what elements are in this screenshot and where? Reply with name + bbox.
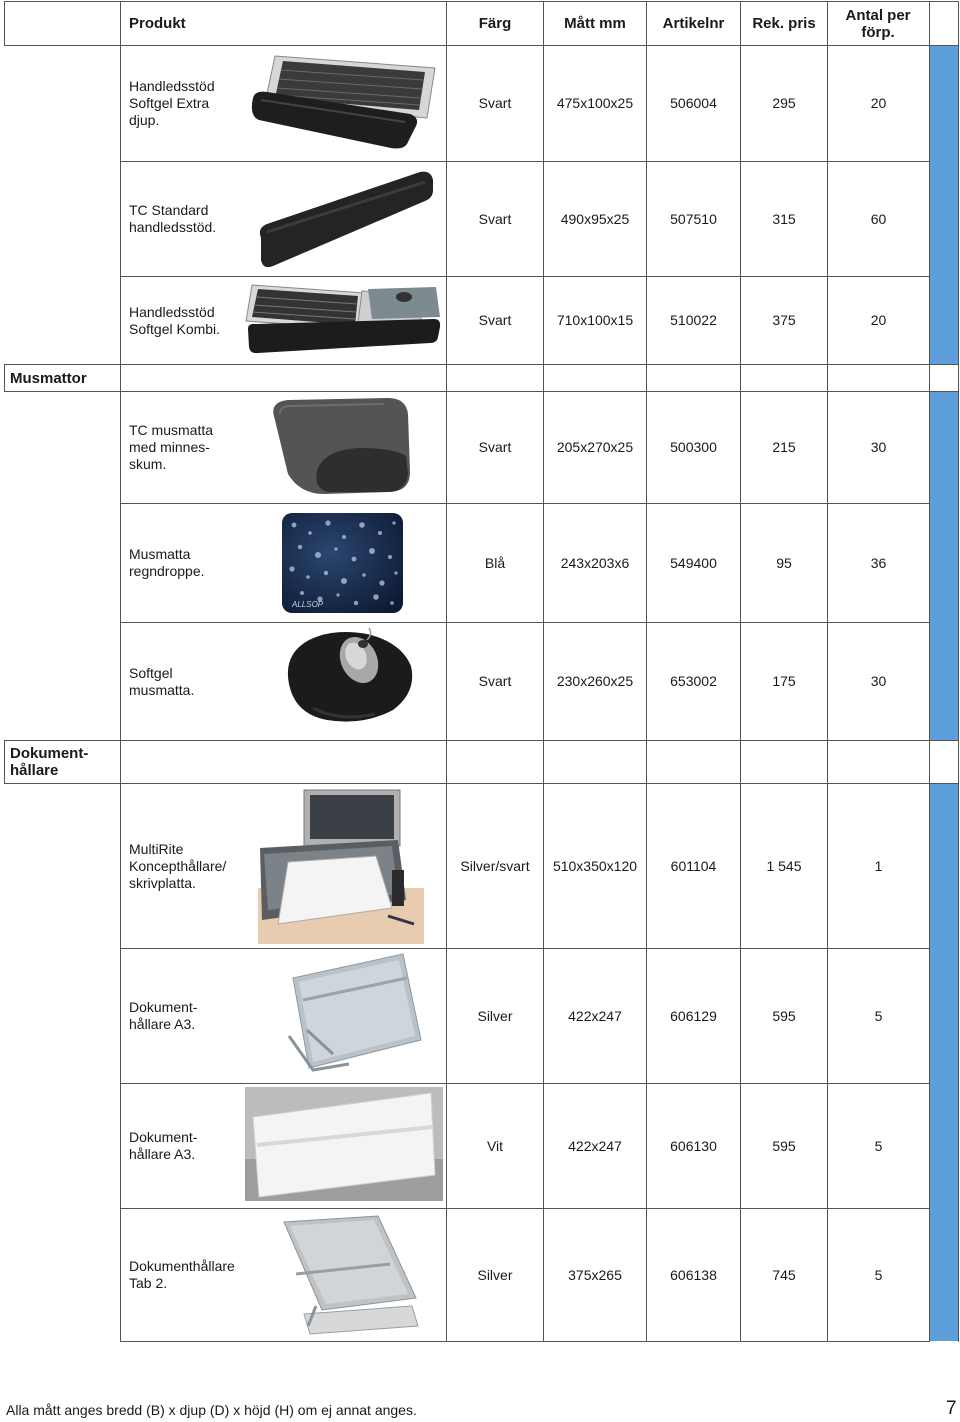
product-name: Softgel musmatta. [129, 664, 195, 698]
wrist-rest-keyboard-image [245, 48, 440, 158]
raindrop-mouse-mat-image [280, 511, 405, 615]
softgel-mouse-mat-image [283, 626, 417, 726]
product-price: 95 [776, 554, 792, 571]
product-pack: 60 [870, 210, 887, 227]
accent-bar [930, 784, 958, 1341]
section-title-docholders: Dokument-hållare [10, 745, 89, 779]
section-title-mousemats: Musmattor [10, 369, 87, 387]
wrist-rest-combo-image [244, 279, 442, 361]
product-color: Silver [477, 1266, 513, 1283]
accent-bar [930, 392, 958, 740]
product-price: 375 [772, 312, 796, 328]
product-article: 507510 [670, 210, 717, 227]
product-dims: 490x95x25 [560, 210, 630, 227]
product-name: Handledsstöd Softgel Kombi. [129, 303, 221, 337]
mouse-mat-image [266, 396, 414, 496]
rule [4, 364, 5, 391]
product-name: Handledsstöd Softgel Extra djup. [129, 78, 215, 128]
product-dims: 710x100x15 [556, 312, 634, 328]
document-holder-tab2-image [280, 1214, 422, 1336]
accent-bar [930, 46, 958, 364]
product-price: 595 [772, 1007, 796, 1024]
product-price: 745 [772, 1266, 796, 1283]
document-holder-white-image [245, 1087, 443, 1201]
col-header-pack: Antal per förp. [845, 6, 911, 41]
product-color: Svart [478, 210, 512, 227]
product-dims: 243x203x6 [560, 554, 630, 571]
product-pack: 36 [870, 554, 887, 571]
product-pack: 1 [874, 857, 883, 874]
product-pack: 5 [874, 1266, 883, 1283]
product-article: 653002 [670, 673, 717, 689]
product-price: 215 [772, 439, 796, 455]
product-pack: 5 [874, 1137, 883, 1154]
product-pack: 30 [870, 439, 887, 455]
product-article: 510022 [670, 312, 717, 328]
product-color: Svart [478, 312, 512, 328]
product-name: MultiRite Koncepthållare/ skrivplatta. [129, 840, 227, 891]
product-pack: 20 [870, 95, 887, 111]
col-header-color: Färg [478, 15, 512, 32]
rule [4, 740, 958, 741]
product-dims: 375x265 [568, 1266, 622, 1283]
col-header-article: Artikelnr [662, 15, 725, 32]
rule [120, 1, 121, 1342]
product-price: 175 [772, 673, 796, 689]
rule [4, 364, 958, 365]
document-holder-silver-image [283, 952, 423, 1080]
product-color: Svart [478, 673, 512, 689]
product-color: Silver [477, 1007, 513, 1024]
product-color: Svart [478, 95, 512, 111]
product-article: 549400 [670, 554, 717, 571]
wrist-rest-image [255, 168, 435, 273]
product-article: 606129 [670, 1007, 717, 1024]
product-color: Silver/svart [460, 857, 530, 874]
product-name: Dokument-hållare A3. [129, 999, 198, 1032]
product-name: Dokument-hållare A3. [129, 1129, 198, 1162]
product-color: Blå [484, 554, 506, 571]
rule [958, 1, 959, 1342]
product-article: 606130 [670, 1137, 717, 1154]
product-dims: 230x260x25 [556, 673, 634, 689]
footer-note: Alla mått anges bredd (B) x djup (D) x höjd (H) om ej annat anges. [6, 1402, 417, 1418]
product-article: 506004 [670, 95, 717, 111]
allsop-logo: ALLSOP [292, 600, 324, 609]
product-dims: 475x100x25 [556, 95, 634, 111]
product-pack: 30 [870, 673, 887, 689]
product-article: 500300 [670, 439, 717, 455]
product-pack: 20 [870, 312, 887, 328]
product-price: 595 [772, 1137, 796, 1154]
rule [4, 740, 5, 783]
product-article: 601104 [670, 857, 717, 874]
product-name: Dokumenthållare Tab 2. [129, 1258, 235, 1291]
product-name: TC musmatta med minnes-skum. [129, 422, 214, 472]
product-color: Svart [478, 439, 512, 455]
product-pack: 5 [874, 1007, 883, 1024]
product-color: Vit [486, 1137, 504, 1154]
product-name: TC Standard handledsstöd. [129, 202, 217, 235]
col-header-dims: Mått mm [564, 15, 626, 32]
product-article: 606138 [670, 1266, 717, 1283]
product-name: Musmatta regndroppe. [129, 546, 205, 579]
product-dims: 510x350x120 [552, 857, 638, 874]
product-price: 295 [772, 95, 796, 111]
concept-holder-image [258, 788, 424, 944]
col-header-price: Rek. pris [752, 15, 816, 32]
page-number: 7 [946, 1398, 957, 1419]
product-dims: 205x270x25 [556, 439, 634, 455]
rule [120, 1341, 930, 1342]
product-price: 315 [772, 210, 796, 227]
col-header-product: Produkt [129, 15, 186, 32]
rule [4, 1, 5, 45]
product-dims: 422x247 [568, 1137, 622, 1154]
product-dims: 422x247 [568, 1007, 622, 1024]
product-price: 1 545 [766, 857, 802, 874]
